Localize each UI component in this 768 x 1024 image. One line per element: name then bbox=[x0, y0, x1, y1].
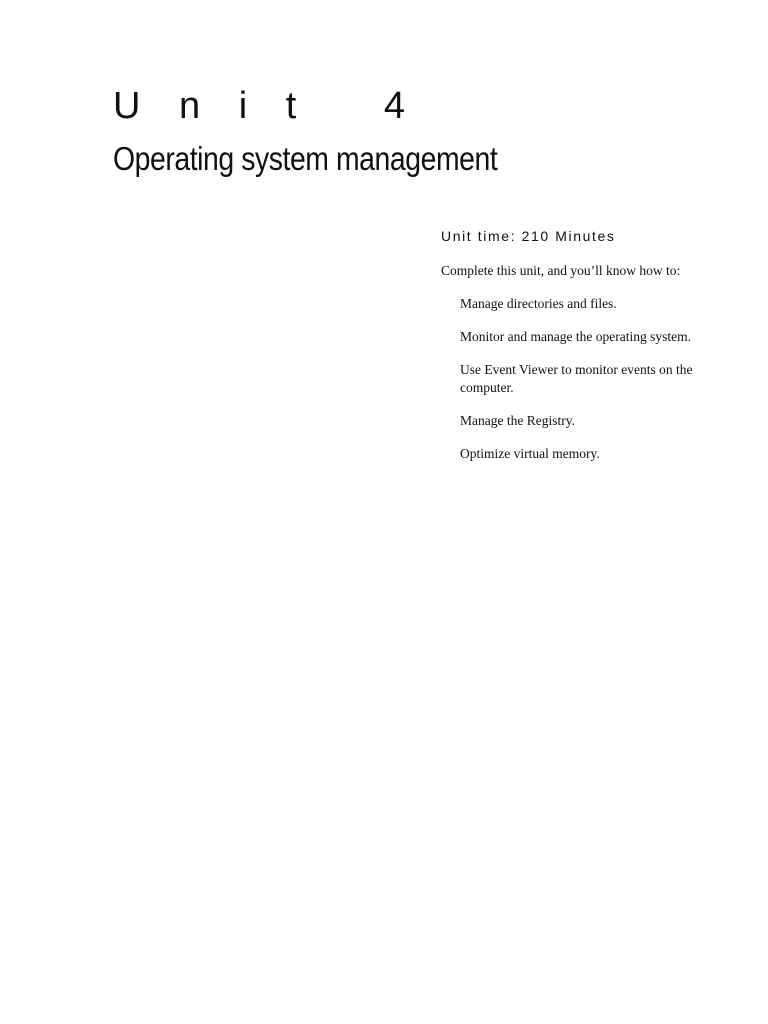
unit-title-heading: Operating system management bbox=[113, 140, 498, 177]
objective-item: Optimize virtual memory. bbox=[460, 446, 600, 461]
unit-objectives bbox=[441, 226, 731, 478]
objective-item: Manage the Registry. bbox=[460, 413, 575, 428]
objective-item: Manage directories and files. bbox=[460, 296, 617, 311]
objective-item: Use Event Viewer to monitor events on the computer. bbox=[460, 362, 693, 395]
unit-number-heading: U n i t 4 bbox=[113, 85, 420, 127]
unit-time: Unit time: 210 Minutes bbox=[441, 228, 616, 244]
objectives-list bbox=[441, 295, 731, 463]
objectives-intro: Complete this unit, and you’ll know how to: bbox=[441, 263, 681, 278]
objective-item: Monitor and manage the operating system. bbox=[460, 329, 691, 344]
